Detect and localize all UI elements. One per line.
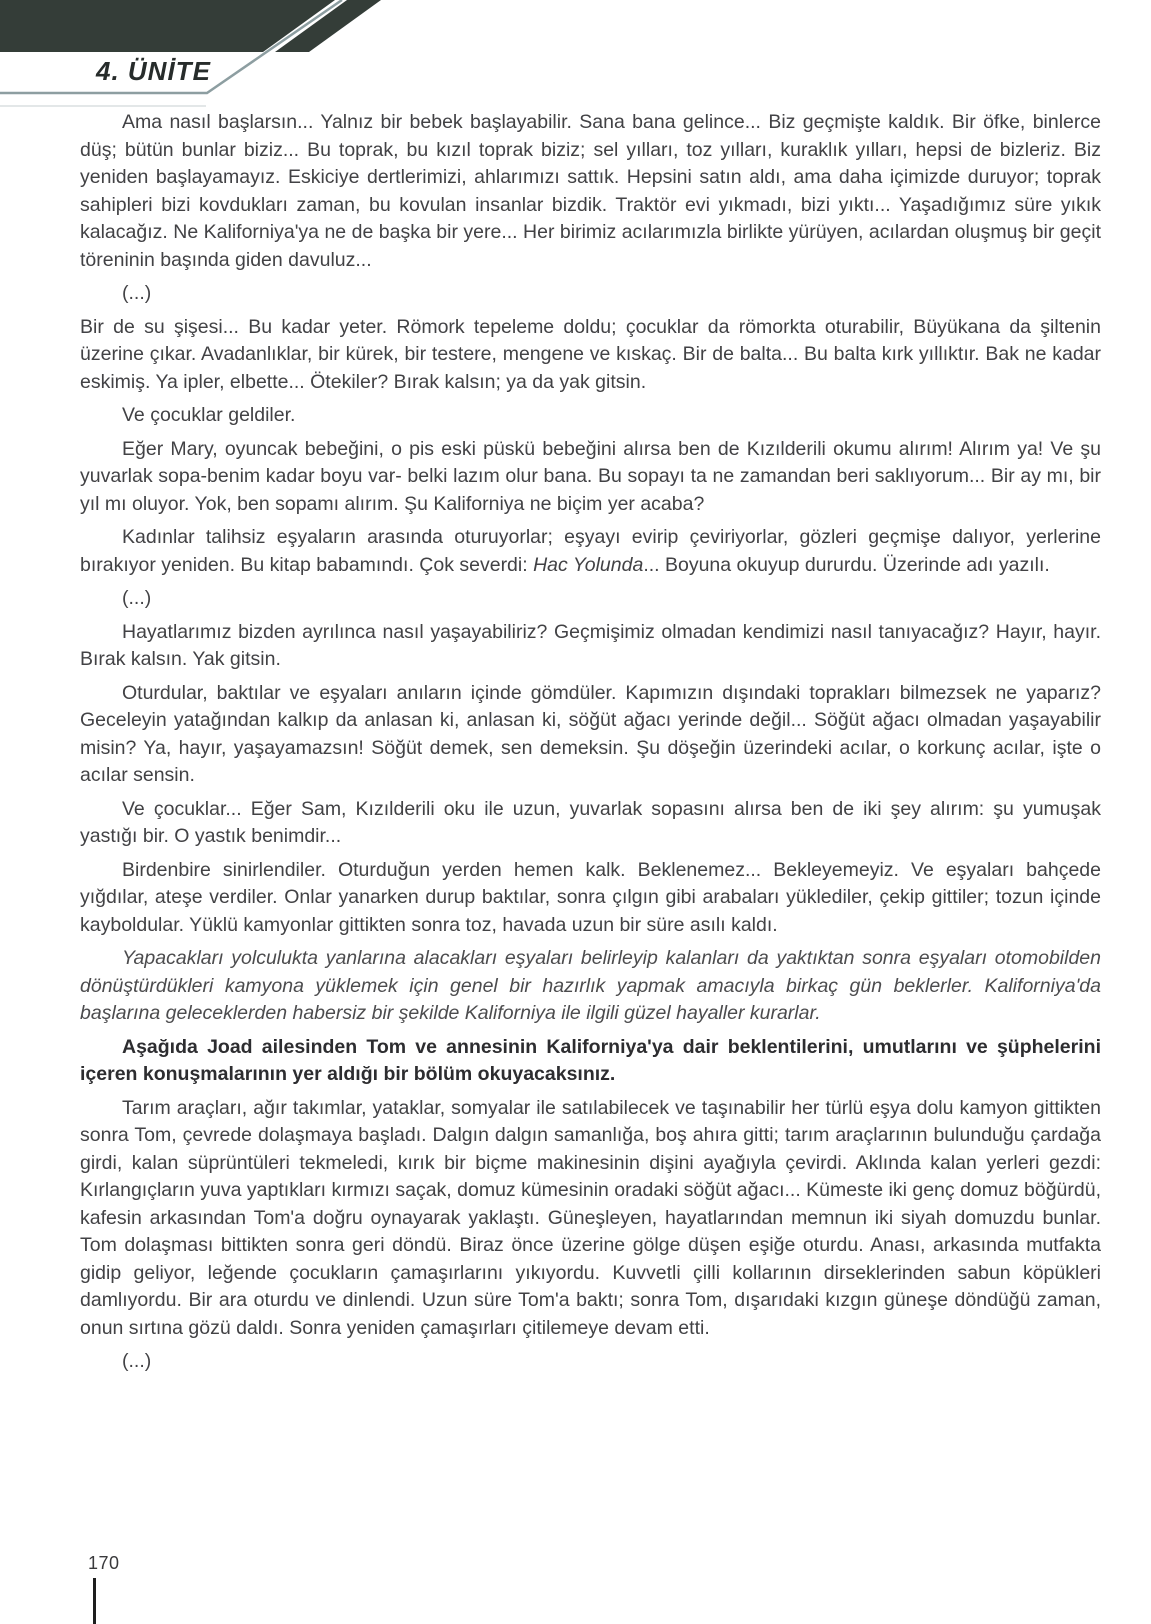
narrator-note-paragraph: Yapacakları yolculukta yanlarına alacakları eşyaları belirleyip kalanları da yaktıktan sonra eşyaları otomobilden dönüştürdükleri kamyona yüklemek için genel bir hazırlık yapmak amacıyla birkaç gün beklerler. Kaliforniya'da başlarına geleceklerden habersiz bir şekilde Kaliforniya ile ilgili güzel hayaller kurarlar.: [80, 947, 1101, 1024]
paragraph-text: ... Boyuna okuyup dururdu. Üzerinde adı yazılı.: [643, 553, 1050, 576]
instruction-paragraph: Aşağıda Joad ailesinden Tom ve annesinin Kaliforniya'ya dair beklentilerini, umutlarını ve şüphelerini içeren konuşmalarının yer aldığı bir bölüm okuyacaksınız.: [80, 1035, 1101, 1085]
banner-dark-block: [0, 0, 335, 52]
paragraph: Oturdular, baktılar ve eşyaları anıların içinde gömdüler. Kapımızın dışındaki toprakları bilmezsek ne yaparız? Geceleyin yatağından kalkıp da anlasan ki, anlasan ki, söğüt ağacı yerinde değil... Söğüt ağacı olmadan yaşayabilir misin? Ya, hayır, yaşayamazsın! Söğüt demek, sen demeksin. Şu döşeğin üzerindeki acılar, o korkunç acılar, işte o acılar sensin.: [80, 681, 1101, 786]
paragraph: [80, 524, 1101, 579]
paragraph: Ama nasıl başlarsın... Yalnız bir bebek başlayabilir. Sana bana gelince... Biz geçmişte kaldık. Bir öfke, binlerce düş; bütün bunlar biziz... Bu toprak, bu kızıl toprak biziz; sel yılları, toz yılları, kuraklık yılları, hepsi de bizleriz. Biz yeniden başlayamayız. Eskiciye dertlerimizi, ahlarımızı sattık. Hepsini satın aldı, ama daha içimizde duruyor; toprak sahipleri bizi kovdukları zaman, bu kovulan insanlar bizdik. Traktör evi yıkmadı, bizi yıktı... Yaşadığımız süre yıkık kalacağız. Ne Kaliforniya'ya ne de başka bir yere... Her birimiz acılarımızla birlikte yürüyen, acılardan oluşmuş bir geçit töreninin başında giden davuluz...: [80, 111, 1101, 271]
ellipsis-mark: (...): [122, 1350, 152, 1372]
ellipsis-mark: (...): [122, 282, 152, 304]
unit-header-banner: [0, 0, 430, 120]
book-title: Hac Yolunda: [533, 553, 644, 576]
unit-title: 4. ÜNİTE: [96, 56, 211, 86]
page-number-divider: [93, 1578, 96, 1624]
page-number: 170: [88, 1553, 120, 1573]
paragraph-text: Kadınlar talihsiz eşyaların arasında oturuyorlar; eşyayı evirip çeviriyorlar, gözleri geçmişe dalıyor, yerlerine bırakıyor yeniden. Bu kitap babamındı. Çok severdi:: [80, 526, 1101, 576]
reading-text: [80, 109, 1101, 1382]
paragraph: Eğer Mary, oyuncak bebeğini, o pis eski püskü bebeğini alırsa ben de Kızılderili okumu alırım! Alırım ya! Ve şu yuvarlak sopa-benim kadar boyu var- belki lazım olur bana. Bu sopayı ta ne zamandan beri saklıyorum... Bir ay mı, bir yıl mı oluyor. Yok, ben sopamı alırım. Şu Kaliforniya ne biçim yer acaba?: [80, 437, 1101, 515]
banner-shape-graphic: [0, 0, 430, 120]
paragraph: Hayatlarımız bizden ayrılınca nasıl yaşayabiliriz? Geçmişimiz olmadan kendimizi nasıl tanıyacağız? Hayır, hayır. Bırak kalsın. Yak gitsin.: [80, 620, 1101, 670]
paragraph: Birdenbire sinirlendiler. Oturduğun yerden hemen kalk. Beklenemez... Bekleyemeyiz. Ve eşyaları bahçede yığdılar, ateşe verdiler. Onlar yanarken durup baktılar, sonra çılgın gibi arabaları yüklediler, çekip gittiler; tozun içinde kayboldular. Yüklü kamyonlar gittikten sonra toz, havada uzun bir süre asılı kaldı.: [80, 858, 1101, 936]
paragraph: Ve çocuklar geldiler.: [122, 404, 296, 426]
paragraph: Tarım araçları, ağır takımlar, yataklar, somyalar ile satılabilecek ve taşınabilir her türlü eşya dolu kamyon gittikten sonra Tom, çevrede dolaşmaya başladı. Dalgın dalgın samanlığa, boş ahıra gitti; tarım araçlarının bulunduğu çardağa girdi, kalan süprüntüleri tekmeledi, kırık bir biçme makinesinin dişini ayağıyla çevirdi. Aklında kalan yerleri gezdi: Kırlangıçların yuva yaptıkları kırmızı saçak, domuz kümesinin oradaki söğüt ağacı... Kümeste iki genç domuz böğürdü, kafesin arkasından Tom'a doğru oynayarak yaklaştı. Güneşleyen, hayatlarından memnun iki siyah domuzdu bunlar. Tom dolaşması bittikten sonra geri döndü. Biraz önce üzerine gölge düşen eşiğe oturdu. Anası, arkasında mutfakta gidip geliyor, leğende çocukların çamaşırlarını yıkıyordu. Kuvvetli çilli kollarının dirseklerinden sabun köpükleri damlıyordu. Bir ara oturdu ve dinlendi. Uzun süre Tom'a baktı; sonra Tom, dışarıdaki kızgın güneşe döndüğü zaman, onun sırtına gözü daldı. Sonra yeniden çamaşırları çitilemeye devam etti.: [80, 1096, 1101, 1339]
ellipsis-mark: (...): [122, 587, 152, 609]
paragraph: Bir de su şişesi... Bu kadar yeter. Römork tepeleme doldu; çocuklar da römorkta oturabilir, Büyükana da şiltenin üzerine çıkar. Avadanlıklar, bir kürek, bir testere, mengene ve kıskaç. Bir de balta... Bu balta kırk yıllıktır. Bak ne kadar eskimiş. Ya ipler, elbette... Ötekiler? Bırak kalsın; ya da yak gitsin.: [80, 315, 1101, 393]
paragraph: Ve çocuklar... Eğer Sam, Kızılderili oku ile uzun, yuvarlak sopasını alırsa ben de iki şey alırım: şu yumuşak yastığı bir. O yastık benimdir...: [80, 797, 1101, 847]
